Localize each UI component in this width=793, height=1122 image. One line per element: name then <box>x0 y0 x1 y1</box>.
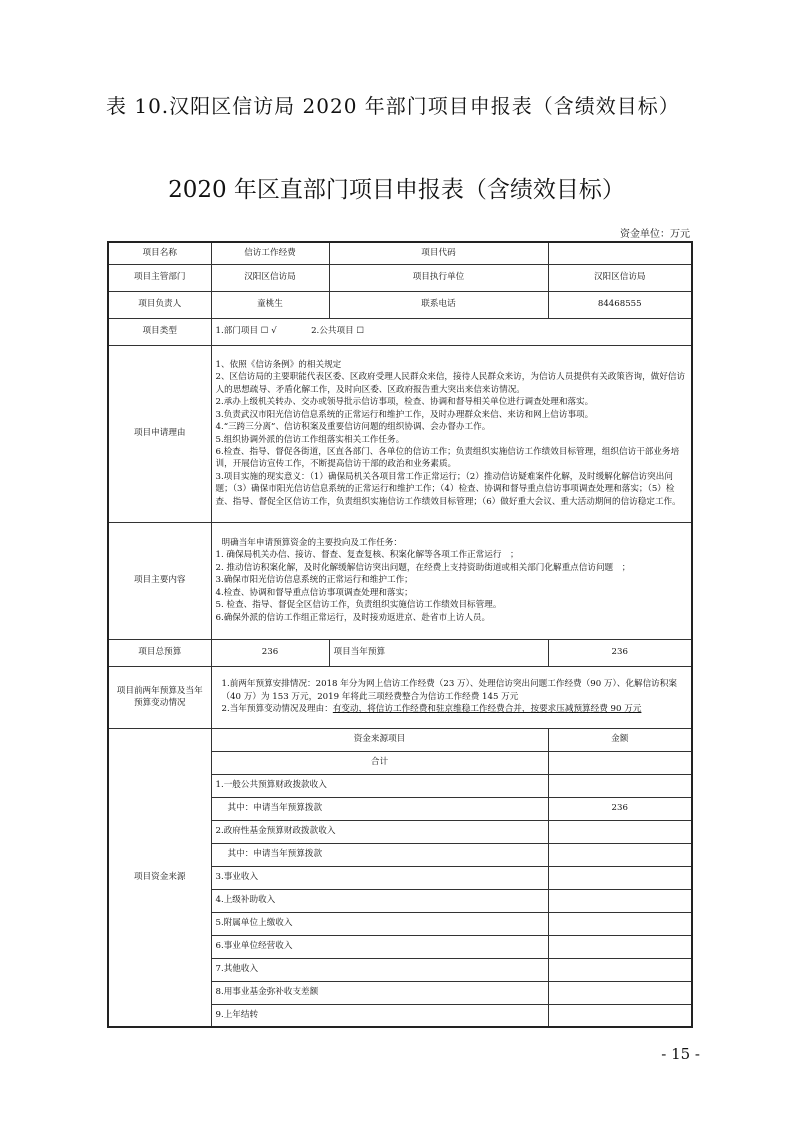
row-department <box>108 264 692 291</box>
supervising-dept-label: 项目主管部门 <box>108 264 211 291</box>
reason-line: 3.项目实施的现实意义：（1）确保局机关各项目常工作正常运行；（2）推动信访疑难案件化解，及时缓解化解信访突出问题；（3）确保市阳光信访信息系统的正常运行和维护工作；（4）检查、协调和督导重点信访事项调查处理和落实；（5）检查、指导、督促全区信访工作，负责组织实施信访工作绩效目标管理；（6）做好重大会议、重大活动期间的信访稳定工作。 <box>215 471 681 507</box>
row-application-reason <box>108 345 692 522</box>
executing-unit-label: 项目执行单位 <box>329 264 548 291</box>
reason-line: 6.检查、指导、督促各街道，区直各部门、各单位的信访工作；负责组织实施信访工作绩效目标管理，组织信访干部业务培训，开展信访宣传工作，不断提高信访干部的政治和业务素质。 <box>215 446 680 470</box>
funding-amount <box>548 935 692 958</box>
content-line: 4.检查、协调和督导重点信访事项调查处理和落实； <box>215 587 413 598</box>
funding-item: 其中：申请当年预算拨款 <box>211 797 548 820</box>
row-main-content <box>108 522 692 639</box>
funding-amount <box>548 774 692 797</box>
funding-amount <box>548 912 692 935</box>
funding-item: 8.用事业基金弥补收支差额 <box>211 981 548 1004</box>
funding-amount <box>548 751 692 774</box>
funding-amount-column-header: 金额 <box>548 728 692 751</box>
row-budget-change <box>108 666 692 728</box>
reason-line: 3.负责武汉市阳光信访信息系统的正常运行和维护工作，及时办理群众来信、来访和网上信访事项。 <box>215 409 594 420</box>
budget-change-text <box>216 703 688 715</box>
budget-change-prefix: 2.当年预算变动情况及理由： <box>221 704 333 715</box>
content-line: 明确当年申请预算资金的主要投向及工作任务： <box>221 537 402 548</box>
funding-amount <box>548 1004 692 1027</box>
row-project-name <box>108 242 692 264</box>
contact-phone-label: 联系电话 <box>329 291 548 318</box>
current-year-budget-label: 项目当年预算 <box>329 639 548 666</box>
main-content-label: 项目主要内容 <box>108 522 211 639</box>
funding-amount <box>548 843 692 866</box>
funding-item: 3.事业收入 <box>211 866 548 889</box>
form-title: 2020 年区直部门项目申报表（含绩效目标） <box>168 177 625 203</box>
project-type-label: 项目类型 <box>108 318 211 345</box>
content-line: 3.确保市阳光信访信息系统的正常运行和维护工作； <box>215 575 413 586</box>
funding-item: 1.一般公共预算财政拨款收入 <box>211 774 548 797</box>
contact-phone-value: 84468555 <box>548 291 692 318</box>
page-number: - 15 - <box>661 1045 700 1063</box>
current-year-budget-value: 236 <box>548 639 692 666</box>
funding-item: 9.上年结转 <box>211 1004 548 1027</box>
reason-line: 4.“三跨三分离”、信访积案及重要信访问题的组织协调、会办督办工作。 <box>215 422 491 433</box>
content-line: 1. 确保局机关办信、接访、督查、复查复核、积案化解等各项工作正常运行 ； <box>215 550 519 561</box>
content-line: 2. 推动信访积案化解，及时化解缓解信访突出问题，在经费上支持资助街道或相关部门化解重点信访问题 ； <box>215 562 631 573</box>
reason-line: 5.组织协调外派的信访工作组落实相关工作任务。 <box>215 434 405 445</box>
project-code-value <box>548 242 692 264</box>
budget-change-label: 项目前两年预算及当年预算变动情况 <box>108 666 211 728</box>
funding-source-label: 项目资金来源 <box>108 728 211 1027</box>
funding-item: 合计 <box>211 751 548 774</box>
application-reason-label: 项目申请理由 <box>108 345 211 522</box>
funding-header-row <box>108 728 692 751</box>
project-code-label: 项目代码 <box>329 242 548 264</box>
total-budget-value: 236 <box>211 639 329 666</box>
content-line: 6.确保外派的信访工作组正常运行，及时接劝返进京、赴省市上访人员。 <box>215 612 491 623</box>
project-type-options: 1.部门项目 ☐ √ 2.公共项目 ☐ <box>211 318 692 345</box>
reason-line: 1、依照《信访条例》的相关规定 <box>215 359 342 370</box>
funding-item: 7.其他收入 <box>211 958 548 981</box>
funding-item: 4.上级补助收入 <box>211 889 548 912</box>
funding-amount <box>548 981 692 1004</box>
funding-item: 其中：申请当年预算拨款 <box>211 843 548 866</box>
funding-item: 6.事业单位经营收入 <box>211 935 548 958</box>
executing-unit-value: 汉阳区信访局 <box>548 264 692 291</box>
funding-item: 2.政府性基金预算财政拨款收入 <box>211 820 548 843</box>
budget-change-reason: 有变动，将信访工作经费和驻京维稳工作经费合并，按要求压减预算经费 90 万元 <box>332 704 642 715</box>
document-header: 表 10.汉阳区信访局 2020 年部门项目申报表（含绩效目标） <box>106 94 680 118</box>
funding-amount <box>548 820 692 843</box>
funding-amount <box>548 866 692 889</box>
currency-unit: 资金单位：万元 <box>620 229 690 240</box>
main-content-body <box>211 522 692 639</box>
project-name-label: 项目名称 <box>108 242 211 264</box>
budget-history-text: 1.前两年预算安排情况：2018 年分为网上信访工作经费（23 万）、处理信访突出问题工作经费（90 万）、化解信访积案（40 万）为 153 万元，2019 年将此三项经费整合为信访工作经费 145 万元 <box>221 679 677 702</box>
funding-amount: 236 <box>548 797 692 820</box>
content-line: 5. 检查、指导、督促全区信访工作，负责组织实施信访工作绩效目标管理。 <box>215 600 502 611</box>
project-application-form <box>107 241 693 1028</box>
budget-change-content <box>211 666 692 728</box>
row-leader <box>108 291 692 318</box>
application-reason-content <box>211 345 692 522</box>
funding-source-column-header: 资金来源项目 <box>211 728 548 751</box>
project-name-value: 信访工作经费 <box>211 242 329 264</box>
total-budget-label: 项目总预算 <box>108 639 211 666</box>
project-leader-value: 童桃生 <box>211 291 329 318</box>
reason-line: 2.承办上级机关转办、交办或领导批示信访事项，检查、协调和督导相关单位进行调查处理和落实。 <box>215 397 594 408</box>
reason-line: 2、区信访局的主要职能代表区委、区政府受理人民群众来信，接待人民群众来访，为信访人员提供有关政策咨询，做好信访人的思想疏导、矛盾化解工作，及时向区委、区政府报告重大突出来信来访情况。 <box>215 372 686 395</box>
row-project-type <box>108 318 692 345</box>
supervising-dept-value: 汉阳区信访局 <box>211 264 329 291</box>
funding-amount <box>548 889 692 912</box>
funding-item: 5.附属单位上缴收入 <box>211 912 548 935</box>
row-budget <box>108 639 692 666</box>
funding-amount <box>548 958 692 981</box>
project-leader-label: 项目负责人 <box>108 291 211 318</box>
